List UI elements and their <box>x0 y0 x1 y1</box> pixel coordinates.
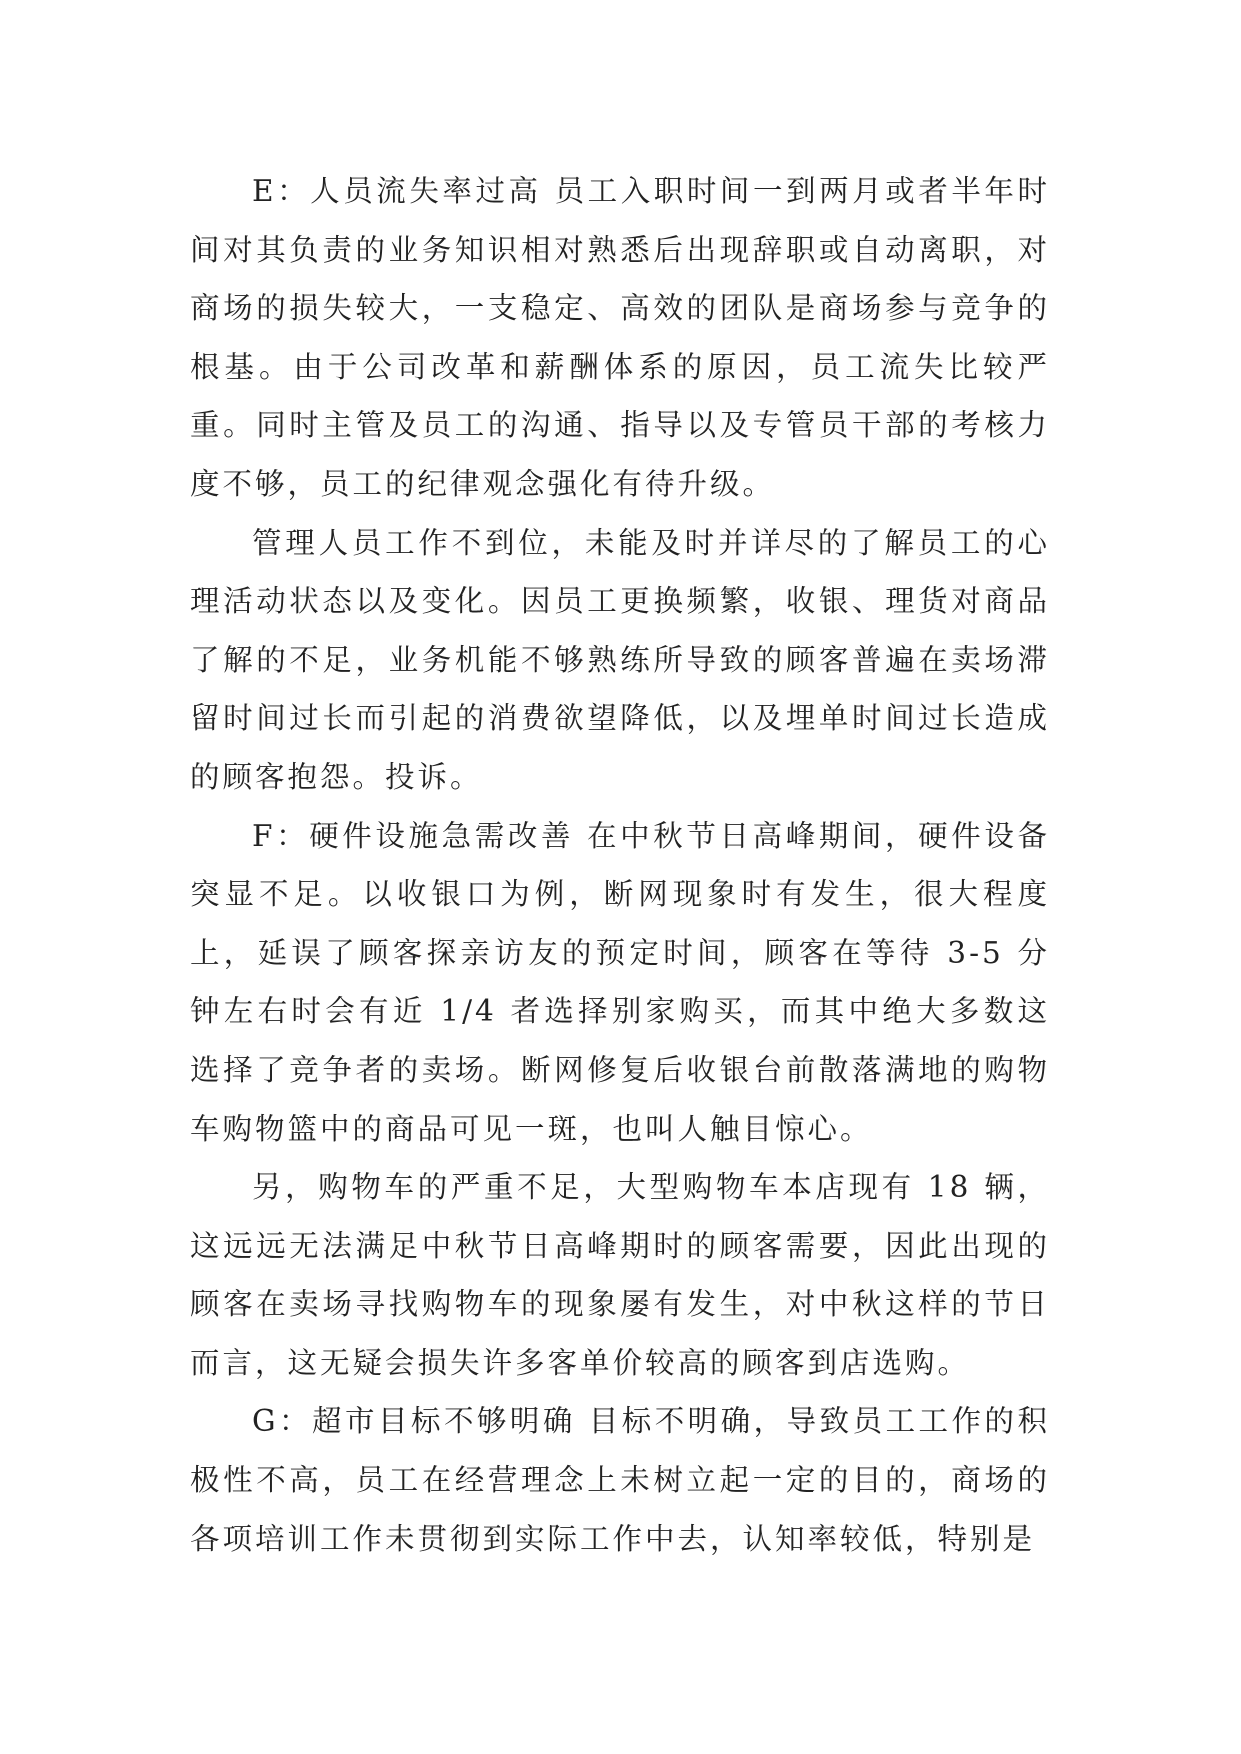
paragraph-shopping-carts: 另，购物车的严重不足，大型购物车本店现有 18 辆，这远远无法满足中秋节日高峰期时的顾客需要，因此出现的顾客在卖场寻找购物车的现象屡有发生，对中秋这样的节日而言，这无疑会损失许多客单价较高的顾客到店选购。 <box>190 1170 1050 1380</box>
paragraph-g-goals: G：超市目标不够明确 目标不明确，导致员工工作的积极性不高，员工在经营理念上未树立起一定的目的，商场的各项培训工作未贯彻到实际工作中去，认知率较低，特别是 <box>190 1404 1050 1556</box>
paragraph-management-issues: 管理人员工作不到位，未能及时并详尽的了解员工的心理活动状态以及变化。因员工更换频繁，收银、理货对商品了解的不足，业务机能不够熟练所导致的顾客普遍在卖场滞留时间过长而引起的消费欲望降低，以及埋单时间过长造成的顾客抱怨。投诉。 <box>190 525 1050 794</box>
paragraph-f-hardware: F：硬件设施急需改善 在中秋节日高峰期间，硬件设备突显不足。以收银口为例，断网现象时有发生，很大程度上，延误了顾客探亲访友的预定时间，顾客在等待 3-5 分钟左右时会有近 1/4 者选择别家购买，而其中绝大多数这选择了竞争者的卖场。断网修复后收银台前散落满地的购物车购物篮中的商品可见一斑，也叫人触目惊心。 <box>190 818 1050 1146</box>
paragraph-e-staff-turnover: E：人员流失率过高 员工入职时间一到两月或者半年时间对其负责的业务知识相对熟悉后出现辞职或自动离职，对商场的损失较大，一支稳定、高效的团队是商场参与竞争的根基。由于公司改革和薪酬体系的原因，员工流失比较严重。同时主管及员工的沟通、指导以及专管员干部的考核力度不够，员工的纪律观念强化有待升级。 <box>190 174 1050 501</box>
document-body <box>190 162 1050 1568</box>
